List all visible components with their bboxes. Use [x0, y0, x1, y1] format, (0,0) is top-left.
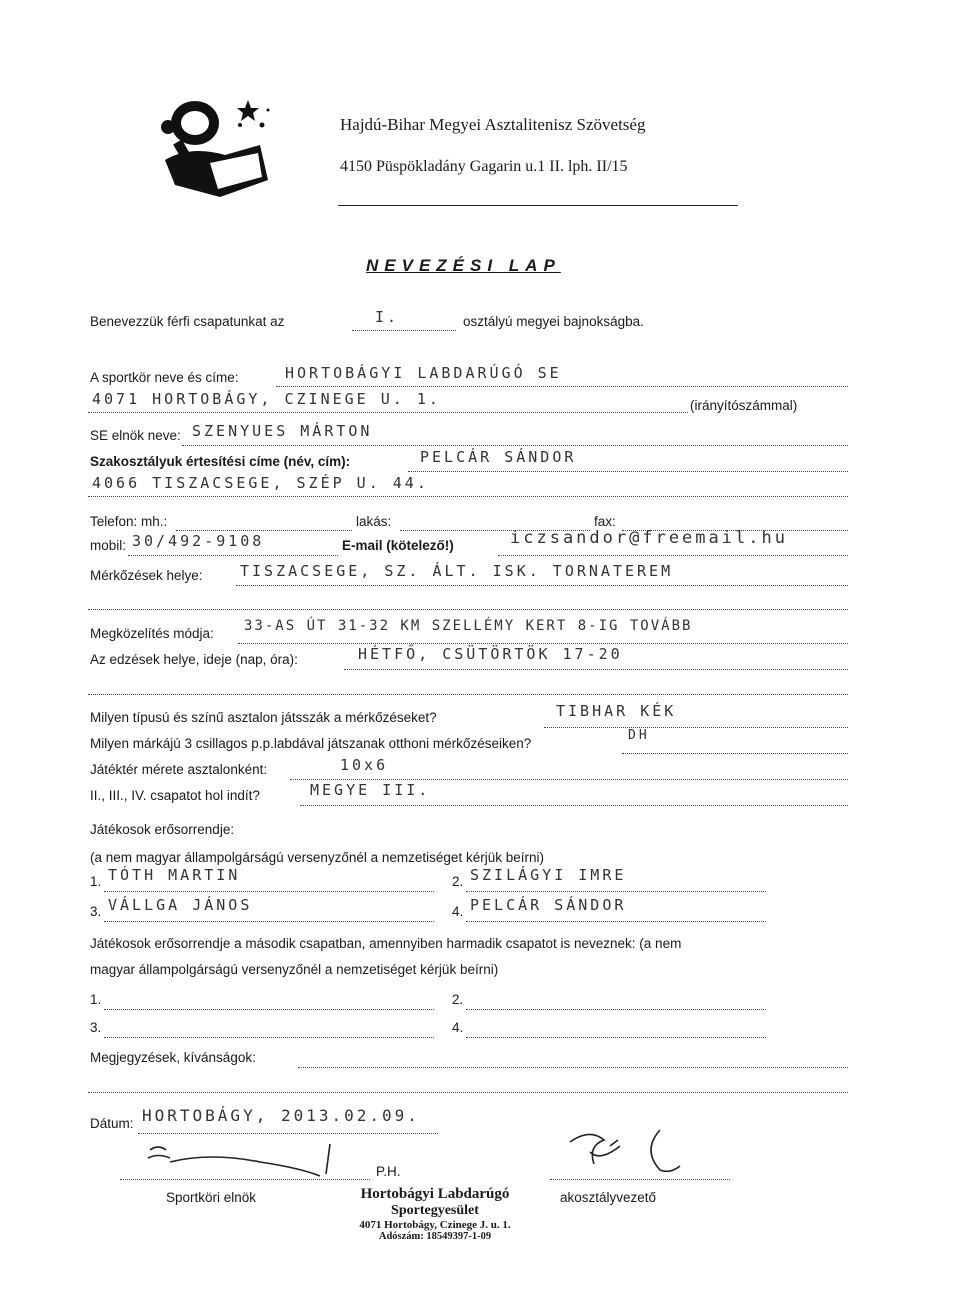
- club-address-value[interactable]: 4071 HORTOBÁGY, CZINEGE U. 1.: [92, 390, 441, 408]
- approach-value[interactable]: 33-AS ÚT 31-32 KM SZELLÉMY KERT 8-IG TOVÁBB: [244, 618, 693, 634]
- player-1-num: 1.: [90, 874, 102, 889]
- player-1-name[interactable]: TÓTH MARTIN: [108, 866, 241, 884]
- section-head-signature-line: [550, 1179, 730, 1180]
- second-player-2-num: 2.: [452, 992, 464, 1007]
- section-label: Szakosztályuk értesítési címe (név, cím):: [90, 454, 351, 469]
- remarks-label: Megjegyzések, kívánságok:: [90, 1050, 256, 1065]
- table-label: Milyen típusú és színű asztalon játsszák a mérkőzéseket?: [90, 710, 437, 725]
- player-1-line: [104, 891, 434, 892]
- president-signature: [120, 1140, 360, 1180]
- player-2-num: 2.: [452, 874, 464, 889]
- stamp-line-1: Hortobágyi Labdarúgó: [360, 1186, 510, 1202]
- second-player-2-line[interactable]: [466, 1009, 766, 1010]
- header-rule: [338, 205, 738, 206]
- other-teams-line: [300, 805, 848, 806]
- area-label: Játéktér mérete asztalonként:: [90, 762, 268, 777]
- section-name-line: [408, 471, 848, 472]
- stamp-place-label: P.H.: [376, 1164, 401, 1179]
- section-name-value[interactable]: PELCÁR SÁNDOR: [420, 448, 577, 466]
- second-player-3-line[interactable]: [104, 1037, 434, 1038]
- date-value[interactable]: HORTOBÁGY, 2013.02.09.: [142, 1106, 420, 1125]
- email-line: [498, 555, 848, 556]
- training-line-2: [88, 694, 848, 695]
- phone-label: Telefon: mh.:: [90, 514, 168, 529]
- second-player-1-line[interactable]: [104, 1009, 434, 1010]
- president-caption: Sportköri elnök: [166, 1190, 257, 1205]
- second-player-4-line[interactable]: [466, 1037, 766, 1038]
- player-2-name[interactable]: SZILÁGYI IMRE: [470, 866, 627, 884]
- player-4-line: [466, 921, 766, 922]
- second-player-3-num: 3.: [90, 1020, 102, 1035]
- email-value[interactable]: iczsandor@freemail.hu: [510, 528, 788, 548]
- club-address-line: [88, 412, 688, 413]
- date-line: [138, 1133, 438, 1134]
- class-value[interactable]: I.: [375, 308, 400, 326]
- home-phone-label: lakás:: [356, 514, 392, 529]
- venue-label: Mérkőzések helye:: [90, 568, 203, 583]
- ball-value[interactable]: DH: [628, 728, 650, 743]
- player-3-line: [104, 921, 434, 922]
- club-stamp: [310, 1186, 560, 1242]
- association-name: Hajdú-Bihar Megyei Asztalitenisz Szövetség: [340, 115, 646, 134]
- president-label: SE elnök neve:: [90, 428, 181, 443]
- table-line: [544, 727, 848, 728]
- stamp-line-4: Adószám: 18549397-1-09: [378, 1231, 492, 1242]
- training-value[interactable]: HÉTFŐ, CSÜTÖRTÖK 17-20: [358, 645, 623, 663]
- stamp-line-2: Sportegyesület: [391, 1203, 479, 1218]
- entry-suffix: osztályú megyei bajnokságba.: [463, 314, 644, 329]
- area-line: [290, 779, 848, 780]
- zip-note: (irányítószámmal): [690, 398, 798, 413]
- approach-label: Megközelítés módja:: [90, 626, 214, 641]
- approach-line: [238, 643, 848, 644]
- player-4-name[interactable]: PELCÁR SÁNDOR: [470, 896, 627, 914]
- date-label: Dátum:: [90, 1116, 134, 1131]
- training-line: [344, 669, 848, 670]
- venue-line: [236, 585, 848, 586]
- ranking-label: Játékosok erősorrendje:: [90, 822, 235, 837]
- remarks-line-2[interactable]: [88, 1092, 848, 1093]
- table-value[interactable]: TIBHAR KÉK: [556, 702, 677, 720]
- entry-prefix: Benevezzük férfi csapatunkat az: [90, 314, 285, 329]
- stamp-line-3: 4071 Hortobágy, Czinege J. u. 1.: [359, 1219, 511, 1231]
- ranking-note: (a nem magyar állampolgárságú versenyzőnél a nemzetiséget kérjük beírni): [90, 850, 544, 865]
- second-player-4-num: 4.: [452, 1020, 464, 1035]
- player-3-num: 3.: [90, 904, 102, 919]
- other-teams-value[interactable]: MEGYE III.: [310, 781, 431, 799]
- section-address-value[interactable]: 4066 TISZACSEGE, SZÉP U. 44.: [92, 474, 429, 492]
- second-team-text-2: magyar állampolgárságú versenyzőnél a nemzetiséget kérjük beírni): [90, 962, 499, 977]
- training-label: Az edzések helye, ideje (nap, óra):: [90, 652, 298, 667]
- fax-label: fax:: [594, 514, 616, 529]
- player-4-num: 4.: [452, 904, 464, 919]
- association-address: 4150 Püspökladány Gagarin u.1 II. lph. II/15: [340, 158, 628, 175]
- section-head-caption: akosztályvezető: [560, 1190, 657, 1205]
- second-player-1-num: 1.: [90, 992, 102, 1007]
- venue-line-2: [88, 609, 848, 610]
- club-name-value[interactable]: HORTOBÁGYI LABDARÚGÓ SE: [285, 364, 562, 382]
- mobile-line: [128, 555, 338, 556]
- president-line: [182, 445, 848, 446]
- player-2-line: [466, 891, 766, 892]
- club-name-line: [276, 386, 848, 387]
- remarks-line-1[interactable]: [298, 1067, 848, 1068]
- section-head-signature: [560, 1122, 710, 1182]
- section-address-line: [88, 496, 848, 497]
- president-value[interactable]: SZENYUES MÁRTON: [192, 422, 373, 440]
- page-title: NEVEZÉSI LAP: [366, 256, 561, 275]
- ball-line: [622, 753, 848, 754]
- phone-line: [176, 530, 352, 531]
- president-signature-line: [120, 1179, 370, 1180]
- email-label: E-mail (kötelező!): [342, 538, 454, 553]
- mobile-value[interactable]: 30/492-9108: [132, 532, 265, 550]
- venue-value[interactable]: TISZACSEGE, SZ. ÁLT. ISK. TORNATEREM: [240, 562, 674, 580]
- association-logo: [150, 85, 280, 205]
- class-field-line: [352, 330, 456, 331]
- mobile-label: mobil:: [90, 538, 127, 553]
- second-team-text-1: Játékosok erősorrendje a második csapatban, amennyiben harmadik csapatot is neveznek: (a nem: [90, 936, 682, 951]
- player-3-name[interactable]: VÁLLGA JÁNOS: [108, 896, 253, 914]
- club-label: A sportkör neve és címe:: [90, 370, 239, 385]
- ball-label: Milyen márkájú 3 csillagos p.p.labdával játszanak otthoni mérkőzéseiken?: [90, 736, 532, 751]
- area-value[interactable]: 10x6: [340, 756, 389, 774]
- other-teams-label: II., III., IV. csapatot hol indít?: [90, 788, 260, 803]
